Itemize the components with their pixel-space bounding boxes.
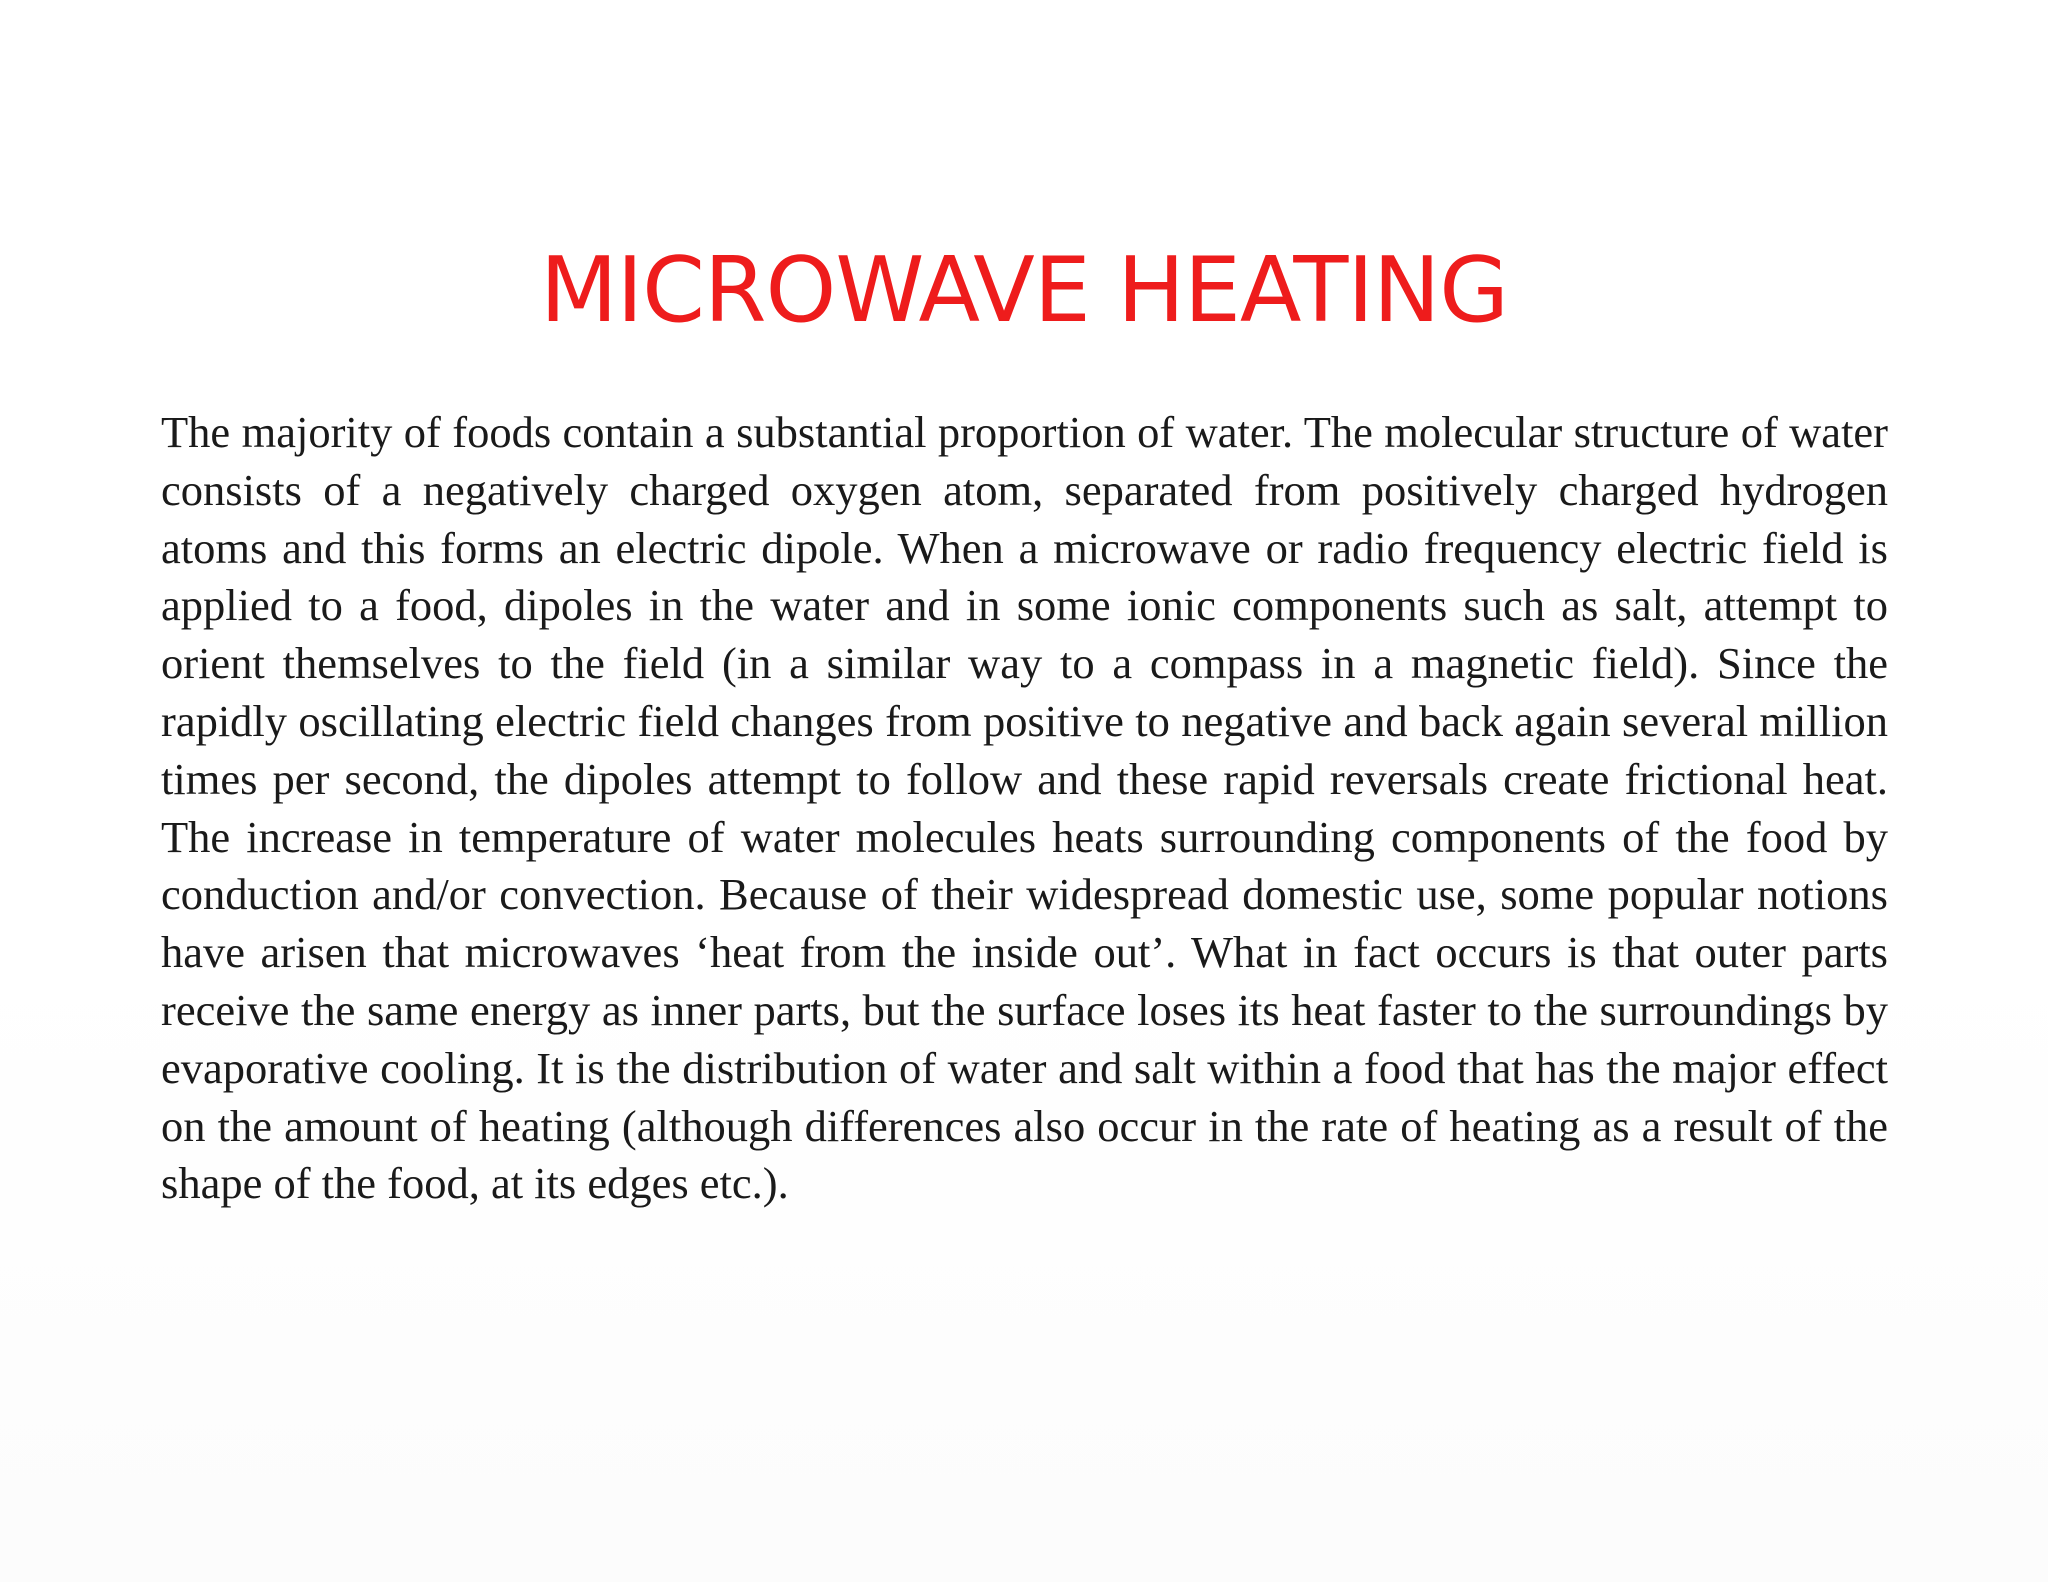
body-paragraph: The majority of foods contain a substantial proportion of water. The molecular structure of water consists of a negatively charged oxygen atom, separated from positively charged hydrogen atoms and this forms an electric dipole. When a microwave or radio frequency electric field is applied to a food, dipoles in the water and in some ionic components such as salt, attempt to orient themselves to the field (in a similar way to a compass in a magnetic field). Since the rapidly oscillating electric field changes from positive to negative and back again several million times per second, the dipoles attempt to follow and these rapid reversals create frictional heat. The increase in temperature of water molecules heats surrounding components of the food by conduction and/or convection. Because of their widespread domestic use, some popular notions have arisen that microwaves ‘heat from the inside out’. What in fact occurs is that outer parts receive the same energy as inner parts, but the surface loses its heat faster to the surroundings by evaporative cooling. It is the distribution of water and salt within a food that has the major effect on the amount of heating (although differences also occur in the rate of heating as a result of the shape of the food, at its edges etc.). xyxy=(161,407,1888,1209)
slide-title: MICROWAVE HEATING xyxy=(539,238,1509,343)
